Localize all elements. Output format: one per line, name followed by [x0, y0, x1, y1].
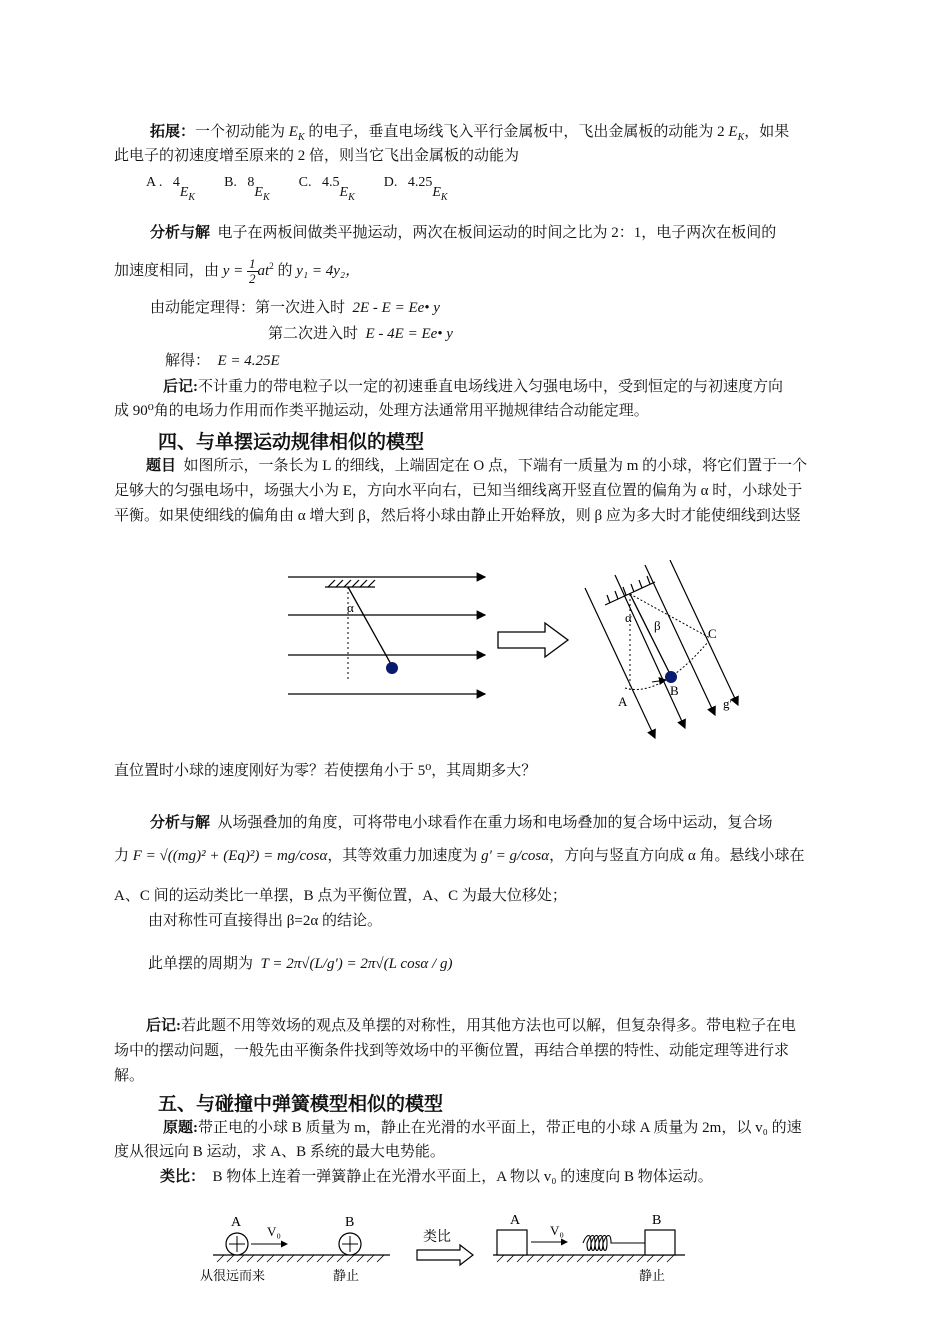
option-a: A . $4E_K$ — [146, 175, 196, 203]
svg-text:静止: 静止 — [333, 1268, 360, 1283]
svg-text:B: B — [652, 1213, 662, 1228]
note2-line-2: 场中的摆动问题，一般先由平衡条件找到等效场中的平衡位置，再结合单摆的特性、动能定理等进行求 — [114, 1043, 790, 1059]
analogy-line: 类比： B 物体上连着一弹簧静止在光滑水平面上，A 物以 v₀ 的速度向 B 物体运动。 — [160, 1169, 713, 1185]
svg-text:从很远而来: 从很远而来 — [200, 1268, 266, 1283]
block-a — [497, 1230, 527, 1255]
analysis1-line-5: 解得： E = 4.25E — [165, 353, 280, 369]
svg-text:α: α — [347, 600, 354, 615]
note1-line-2: 成 90⁰角的电场力作用而作类平抛运动，处理方法通常用平抛规律结合动能定理。 — [114, 403, 649, 419]
spring — [583, 1236, 645, 1251]
svg-text:α: α — [625, 610, 632, 625]
analysis1-line-4: 第二次进入时 E - 4E = Ee• y — [268, 326, 453, 342]
charged-ball-tilted — [665, 671, 677, 683]
charged-ball — [386, 662, 398, 674]
svg-text:A: A — [510, 1213, 521, 1228]
note2-line-3: 解。 — [114, 1068, 145, 1084]
problem-line-3: 平衡。如果使细线的偏角由 α 增大到 β，然后将小球由静止开始释放，则 β 应为多大时才能使细线到达竖 — [114, 508, 801, 524]
problem-line-1: 题目 如图所示，一条长为 L 的细线，上端固定在 O 点，下端有一质量为 m 的小球，将它们置于一个 — [146, 458, 808, 474]
original-line-2: 度从很远向 B 运动，求 A、B 系统的最大电势能。 — [114, 1144, 445, 1160]
note1-line-1: 后记:不计重力的带电粒子以一定的初速垂直电场线进入匀强电场中，受到恒定的与初速度方向 — [163, 379, 784, 395]
analysis1-line-2: 加速度相同，由 y = $\frac{1}{2}$ $at^2$ 的 y₁ = 4y₂， — [114, 256, 361, 287]
original-line-1: 原题:带正电的小球 B 质量为 m，静止在光滑的水平面上，带正电的小球 A 质量为 2m，以 v₀ 的速 — [163, 1120, 802, 1136]
svg-text:C: C — [708, 626, 717, 641]
analysis2-line-4: 由对称性可直接得出 β=2α 的结论。 — [148, 913, 382, 929]
extension-line-2: 此电子的初速度增至原来的 2 倍，则当它飞出金属板的动能为 — [114, 148, 520, 164]
analysis1-line-1: 分析与解 电子在两板间做类平抛运动，两次在板间运动的时间之比为 2：1，电子两次在板间的 — [150, 225, 777, 241]
analysis2-line-1: 分析与解 从场强叠加的角度，可将带电小球看作在重力场和电场叠加的复合场中运动，复合场 — [150, 815, 773, 831]
section-heading-5: 五、与碰撞中弹簧模型相似的模型 — [158, 1093, 444, 1115]
block-b — [645, 1230, 675, 1255]
svg-text:A: A — [618, 694, 628, 709]
collision-figure — [195, 1205, 705, 1295]
svg-text:A: A — [231, 1215, 242, 1230]
svg-text:类比: 类比 — [423, 1230, 451, 1245]
svg-text:V₀: V₀ — [267, 1224, 281, 1239]
svg-text:B: B — [345, 1215, 355, 1230]
analysis1-line-3: 由动能定理得：第一次进入时 2E - E = Ee• y — [150, 300, 440, 316]
problem-line-2: 足够大的匀强电场中，场强大小为 E，方向水平向右，已知当细线离开竖直位置的偏角为 α 时，小球处于 — [114, 483, 803, 499]
options — [146, 172, 894, 203]
svg-text:g′: g′ — [723, 696, 733, 711]
analysis2-line-2: 力 F = √((mg)² + (Eq)²) = mg/cosα，其等效重力加速度为 g′ = g/cosα，方向与竖直方向成 α 角。悬线小球在 — [114, 848, 805, 864]
pendulum-figure — [280, 560, 740, 750]
analysis2-line-5: 此单摆的周期为 T = 2π√(L/g′) = 2π√(L cosα / g) — [148, 956, 453, 972]
svg-text:B: B — [670, 683, 679, 698]
problem-line-4: 直位置时小球的速度刚好为零？若使摆角小于 5⁰，其周期多大？ — [114, 763, 537, 779]
option-d: D. $4.25E_K$ — [383, 175, 448, 203]
section-heading-4: 四、与单摆运动规律相似的模型 — [158, 431, 425, 453]
svg-text:β: β — [654, 618, 661, 633]
extension-line-1: 拓展：一个初动能为 $E_K$ 的电子，垂直电场线飞入平行金属板中，飞出金属板的动能为 2 $E_K$，如果 — [150, 124, 790, 143]
svg-text:静止: 静止 — [639, 1268, 666, 1283]
svg-text:V₀: V₀ — [550, 1223, 564, 1238]
analysis2-line-3: A、C 间的运动类比一单摆，B 点为平衡位置，A、C 为最大位移处； — [114, 888, 567, 904]
option-b: B. $8E_K$ — [224, 175, 270, 203]
option-c: C. $4.5E_K$ — [298, 175, 355, 203]
note2-line-1: 后记:若此题不用等效场的观点及单摆的对称性，用其他方法也可以解，但复杂得多。带电粒子在电 — [146, 1018, 797, 1034]
